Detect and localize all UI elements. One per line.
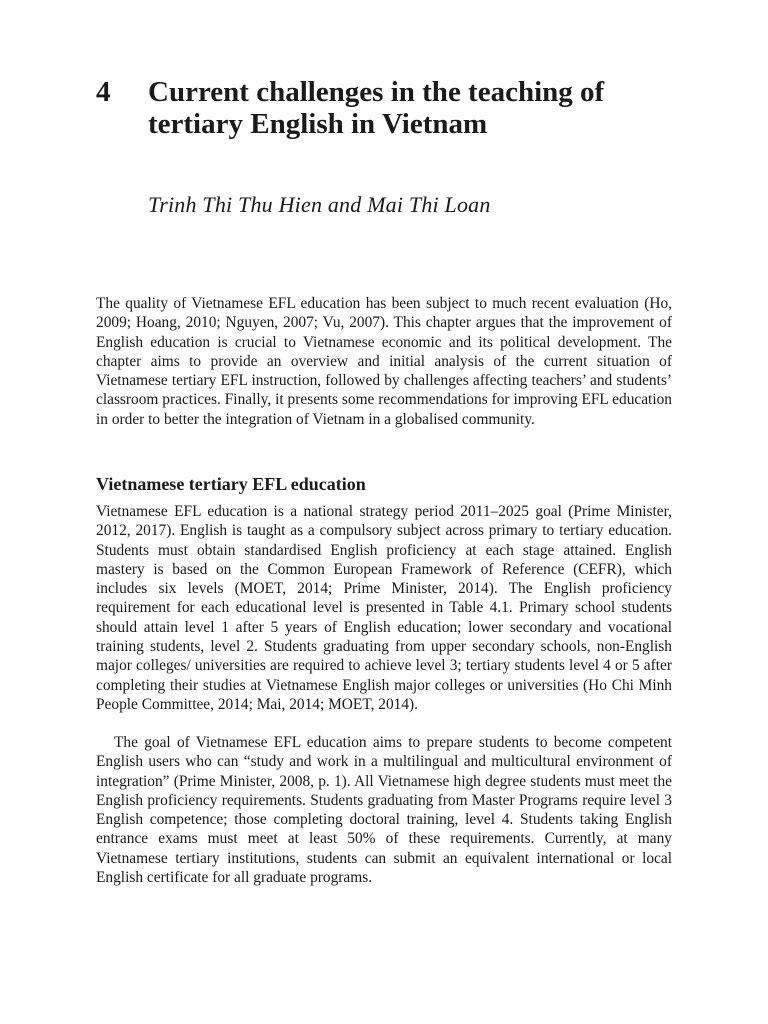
chapter-authors: Trinh Thi Thu Hien and Mai Thi Loan xyxy=(148,192,491,217)
body-paragraph: The goal of Vietnamese EFL education aims to prepare students to become competent English users who can “study and work in a multilingual and multicultural environment of integration” (Prime Minister, 2008, p. 1). All Vietnamese high degree students must meet the English proficiency requirements. Students graduating from Master Programs require level 3 English competence; those completing doctoral training, level 4. Students taking English entrance exams must meet at least 50% of these requirements. Currently, at many Vietnamese tertiary institutions, students can submit an equivalent international or local English certificate for all graduate programs. xyxy=(96,734,672,887)
body-paragraph: Vietnamese EFL education is a national strategy period 2011–2025 goal (Prime Minister, 2012, 2017). English is taught as a compulsory subject across primary to tertiary education. Students must obtain standardised English proficiency at each stage attained. English mastery is based on the Common European Framework of Reference (CEFR), which includes six levels (MOET, 2014; Prime Minister, 2014). The English proficiency requirement for each educational level is presented in Table 4.1. Primary school students should attain level 1 after 5 years of English education; lower secondary and vocational training students, level 2. Students graduating from upper secondary schools, non-English major colleges/ universities are required to achieve level 3; tertiary students level 4 or 5 after completing their studies at Vietnamese English major colleges or universities (Ho Chi Minh People Committee, 2014; Mai, 2014; MOET, 2014). xyxy=(96,503,672,713)
chapter-title: Current challenges in the teaching of tertiary English in Vietnam xyxy=(148,76,605,140)
abstract-paragraph: The quality of Vietnamese EFL education has been subject to much recent evaluation (Ho, 2009; Hoang, 2010; Nguyen, 2007; Vu, 2007). This chapter argues that the improvement of English education is crucial to Vietnamese economic and its political development. The chapter aims to provide an overview and initial analysis of the current situation of Vietnamese tertiary EFL instruction, followed by challenges affecting teachers’ and students’ classroom practices. Finally, it presents some recommendations for improving EFL education in order to better the integration of Vietnam in a globalised community. xyxy=(96,295,672,428)
chapter-number: 4 xyxy=(96,76,111,108)
section-heading: Vietnamese tertiary EFL education xyxy=(96,474,366,494)
